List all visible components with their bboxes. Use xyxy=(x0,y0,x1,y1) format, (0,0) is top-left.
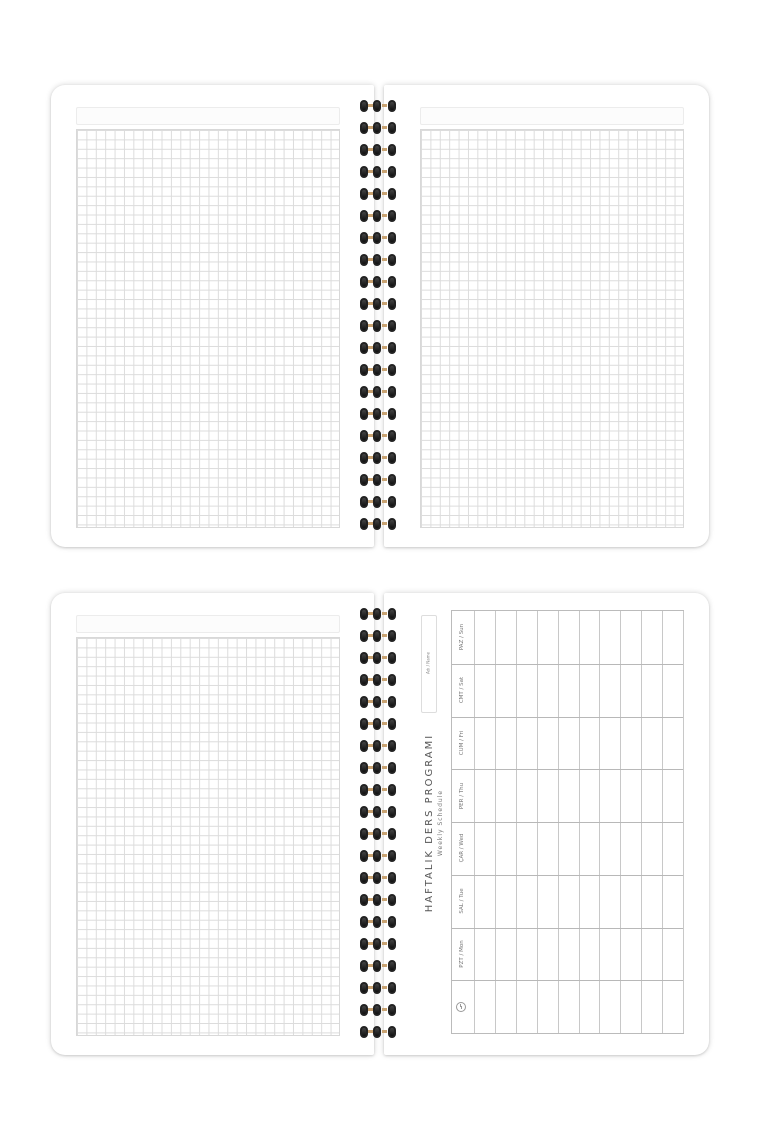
spiral-coil xyxy=(358,473,402,487)
spiral-coil xyxy=(358,607,402,621)
spiral-coil xyxy=(358,717,402,731)
schedule-row-line xyxy=(452,980,683,981)
schedule-row-line xyxy=(452,822,683,823)
spiral-coil xyxy=(358,739,402,753)
spiral-coil xyxy=(358,209,402,223)
spiral-coil xyxy=(358,761,402,775)
schedule-day-label: CMT / Sat xyxy=(459,676,465,704)
spiral-coil xyxy=(358,959,402,973)
spiral-coil xyxy=(358,451,402,465)
page-header-strip xyxy=(420,107,684,125)
square-grid xyxy=(76,129,340,528)
notebook-spread-bottom xyxy=(51,593,709,1055)
spiral-binding xyxy=(358,607,402,1047)
page-header-strip xyxy=(76,107,340,125)
schedule-row-line xyxy=(452,928,683,929)
spiral-coil xyxy=(358,187,402,201)
spiral-coil xyxy=(358,429,402,443)
spiral-coil xyxy=(358,495,402,509)
spiral-coil xyxy=(358,363,402,377)
schedule-row-line xyxy=(452,769,683,770)
spiral-coil xyxy=(358,517,402,531)
schedule-day-label: ÇAR / Wed xyxy=(459,833,465,863)
spiral-coil xyxy=(358,915,402,929)
right-page-grid xyxy=(384,85,709,547)
schedule-subtitle: Weekly Schedule xyxy=(437,789,444,857)
schedule-row-line xyxy=(452,875,683,876)
left-page-grid xyxy=(51,85,374,547)
spiral-coil xyxy=(358,385,402,399)
spiral-coil xyxy=(358,407,402,421)
spiral-coil xyxy=(358,629,402,643)
spiral-coil xyxy=(358,231,402,245)
schedule-row-line xyxy=(452,664,683,665)
square-grid xyxy=(76,637,340,1036)
spiral-coil xyxy=(358,937,402,951)
spiral-coil xyxy=(358,805,402,819)
spiral-coil xyxy=(358,275,402,289)
spiral-coil xyxy=(358,143,402,157)
spiral-coil xyxy=(358,1003,402,1017)
schedule-day-label: SAL / Tue xyxy=(459,888,465,914)
left-page-grid xyxy=(51,593,374,1055)
spiral-coil xyxy=(358,783,402,797)
schedule-row-line xyxy=(452,717,683,718)
spiral-coil xyxy=(358,871,402,885)
spiral-coil xyxy=(358,827,402,841)
notebook-spread-top xyxy=(51,85,709,547)
spiral-coil xyxy=(358,651,402,665)
spiral-coil xyxy=(358,1025,402,1039)
weekly-schedule-table xyxy=(451,610,684,1034)
spiral-coil xyxy=(358,893,402,907)
spiral-coil xyxy=(358,121,402,135)
spiral-coil xyxy=(358,695,402,709)
schedule-day-label: PAZ / Sun xyxy=(459,624,465,651)
spiral-coil xyxy=(358,99,402,113)
schedule-title: HAFTALIK DERS PROGRAMI xyxy=(424,733,435,913)
spiral-coil xyxy=(358,981,402,995)
schedule-column-line xyxy=(683,611,684,1033)
spiral-coil xyxy=(358,253,402,267)
square-grid xyxy=(420,129,684,528)
schedule-day-label: PZT / Mon xyxy=(459,940,465,968)
spiral-coil xyxy=(358,341,402,355)
spiral-coil xyxy=(358,297,402,311)
spiral-coil xyxy=(358,849,402,863)
schedule-day-label: CUM / Fri xyxy=(459,730,465,756)
clock-icon xyxy=(456,1002,466,1012)
right-page-schedule xyxy=(384,593,709,1055)
page-header-strip xyxy=(76,615,340,633)
spiral-coil xyxy=(358,673,402,687)
name-field-label: Adı / Name xyxy=(425,651,431,675)
spiral-coil xyxy=(358,165,402,179)
schedule-day-label: PER / Thu xyxy=(459,782,465,809)
spiral-binding xyxy=(358,99,402,539)
spiral-coil xyxy=(358,319,402,333)
